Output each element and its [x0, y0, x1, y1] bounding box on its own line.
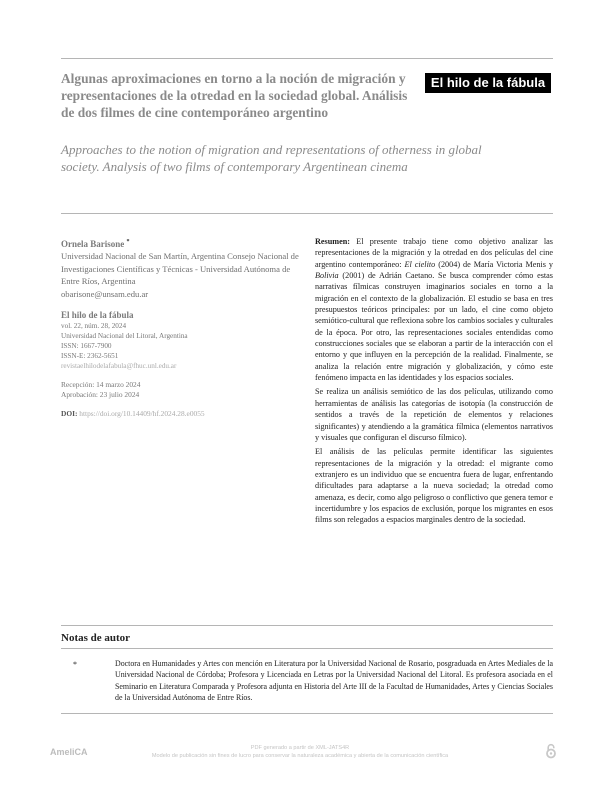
author-affiliation: Universidad Nacional de San Martín, Argentina Consejo Nacional de Investigaciones Científicas y Técnicas - Universidad Autónoma de Entre Ríos, Argentina: [61, 251, 299, 287]
journal-publisher: Universidad Nacional del Litoral, Argentina: [61, 332, 188, 341]
author-name: Ornela Barisone *: [61, 239, 130, 249]
abstract-paragraph-3: El análisis de las películas permite identificar las siguientes representaciones de la migración y la otredad: el migrante como extranjero es un individuo que se encuentra fuera de lugar, enfrentando dificultades para adaptarse a la nueva sociedad; la otredad como amenaza, es decir, como algo peligroso o conflictivo que genera temor e incertidumbre y los espacios de exclusión, porque los migrantes en esos films son relegados a espacios marginales dentro de la sociedad.: [315, 447, 553, 525]
journal-name: El hilo de la fábula: [61, 310, 134, 321]
abstract: [315, 236, 553, 529]
journal-contact-email[interactable]: revistaelhilodelafabula@fhuc.unl.edu.ar: [61, 362, 177, 371]
doi: [61, 409, 306, 419]
notes-title: Notas de autor: [61, 632, 131, 644]
open-access-icon[interactable]: [544, 743, 558, 759]
journal-badge: El hilo de la fábula: [425, 73, 551, 93]
note-marker: *: [73, 660, 77, 669]
abstract-paragraph-2: Se realiza un análisis semiótico de las dos películas, utilizando como herramientas de análisis las categorías de isotopía (la construcción de sentidos a través de la repetición de elementos y relaciones significantes) y atendiendo a la gramática fílmica (elementos narrativos y visuales que configuran el discurso fílmico).: [315, 387, 553, 442]
doi-label: DOI:: [61, 409, 78, 419]
footer-text: [110, 744, 490, 760]
article-dates: [61, 380, 306, 400]
author-note-mark[interactable]: *: [126, 239, 130, 245]
amelica-logo[interactable]: AmeliCA: [50, 747, 88, 757]
article-title-spanish: Algunas aproximaciones en torno a la noción de migración y representaciones de la otredad en la sociedad global. Análisis de dos filmes de cine contemporáneo argentino: [61, 71, 408, 120]
notes-bottom-rule: [61, 713, 553, 714]
film-title-el-cielito: El cielito: [404, 259, 436, 269]
notes-title-underline: [61, 648, 553, 649]
abstract-paragraph-1: Resumen: El presente trabajo tiene como objetivo analizar las representaciones de la migración y la otredad en dos películas del cine argentino contemporáneo: El cielito (2004) de María Victoria Menis y Bolivia (2001) de Adrián Caetano. Se busca comprender cómo estas narrativas fílmicas construyen imaginarios sociales en torno a la migración en el contexto de la globalización. El estudio se basa en tres presupuestos teóricos principales: por un lado, el cine como objeto semiótico-cultural que reflexiona sobre los cambios sociales y culturales de la época. Por otro, las representaciones sociales entendidas como construcciones sociales que se elaboran a partir de la interacción con el entorno y que influyen en la percepción de la realidad. Finalmente, se analiza la relación entre migración y globalización, y cómo este fenómeno impacta en las identidades y los espacios sociales.: [315, 237, 554, 383]
abstract-label: Resumen:: [315, 237, 351, 246]
approved-date: Aprobación: 23 julio 2024: [61, 390, 140, 400]
doi-link[interactable]: https://doi.org/10.14409/hf.2024.28.e0055: [79, 409, 205, 419]
received-date: Recepción: 14 marzo 2024: [61, 380, 141, 390]
footer-line-2: Modelo de publicación sin fines de lucro para conservar la naturaleza académica y abierta de la comunicación científica: [151, 753, 449, 759]
journal-issn: ISSN: 1667-7900: [61, 342, 112, 351]
article-metadata: [61, 236, 306, 419]
notes-divider: [61, 625, 553, 626]
top-rule: [61, 58, 553, 59]
author-email[interactable]: obarisone@unsam.edu.ar: [61, 288, 149, 299]
footer-line-1: PDF generado a partir de XML-JATS4R: [250, 745, 350, 751]
film-title-bolivia: Bolivia: [315, 271, 339, 281]
journal-volume: vol. 22, núm. 28, 2024: [61, 322, 127, 331]
header-divider: [61, 213, 553, 214]
article-title-english: Approaches to the notion of migration and representations of otherness in global society. Analysis of two films of contemporary Argentinean cinema: [61, 142, 482, 174]
journal-issn-e: ISSN-E: 2362-5651: [61, 352, 119, 361]
author-note-text: Doctora en Humanidades y Artes con mención en Literatura por la Universidad Nacional de Rosario, posgraduada en Artes Mediales de la Universidad Nacional de Córdoba; Profesora y Licenciada en Letras por la Universidad Nacional del Litoral. Es profesora asociada en el Seminario en Literatura Comparada y Profesora adjunta en Historia del Arte III de la Facultad de Humanidades, Artes y Ciencias Sociales de la Universidad Autónoma de Entre Ríos.: [115, 659, 553, 702]
